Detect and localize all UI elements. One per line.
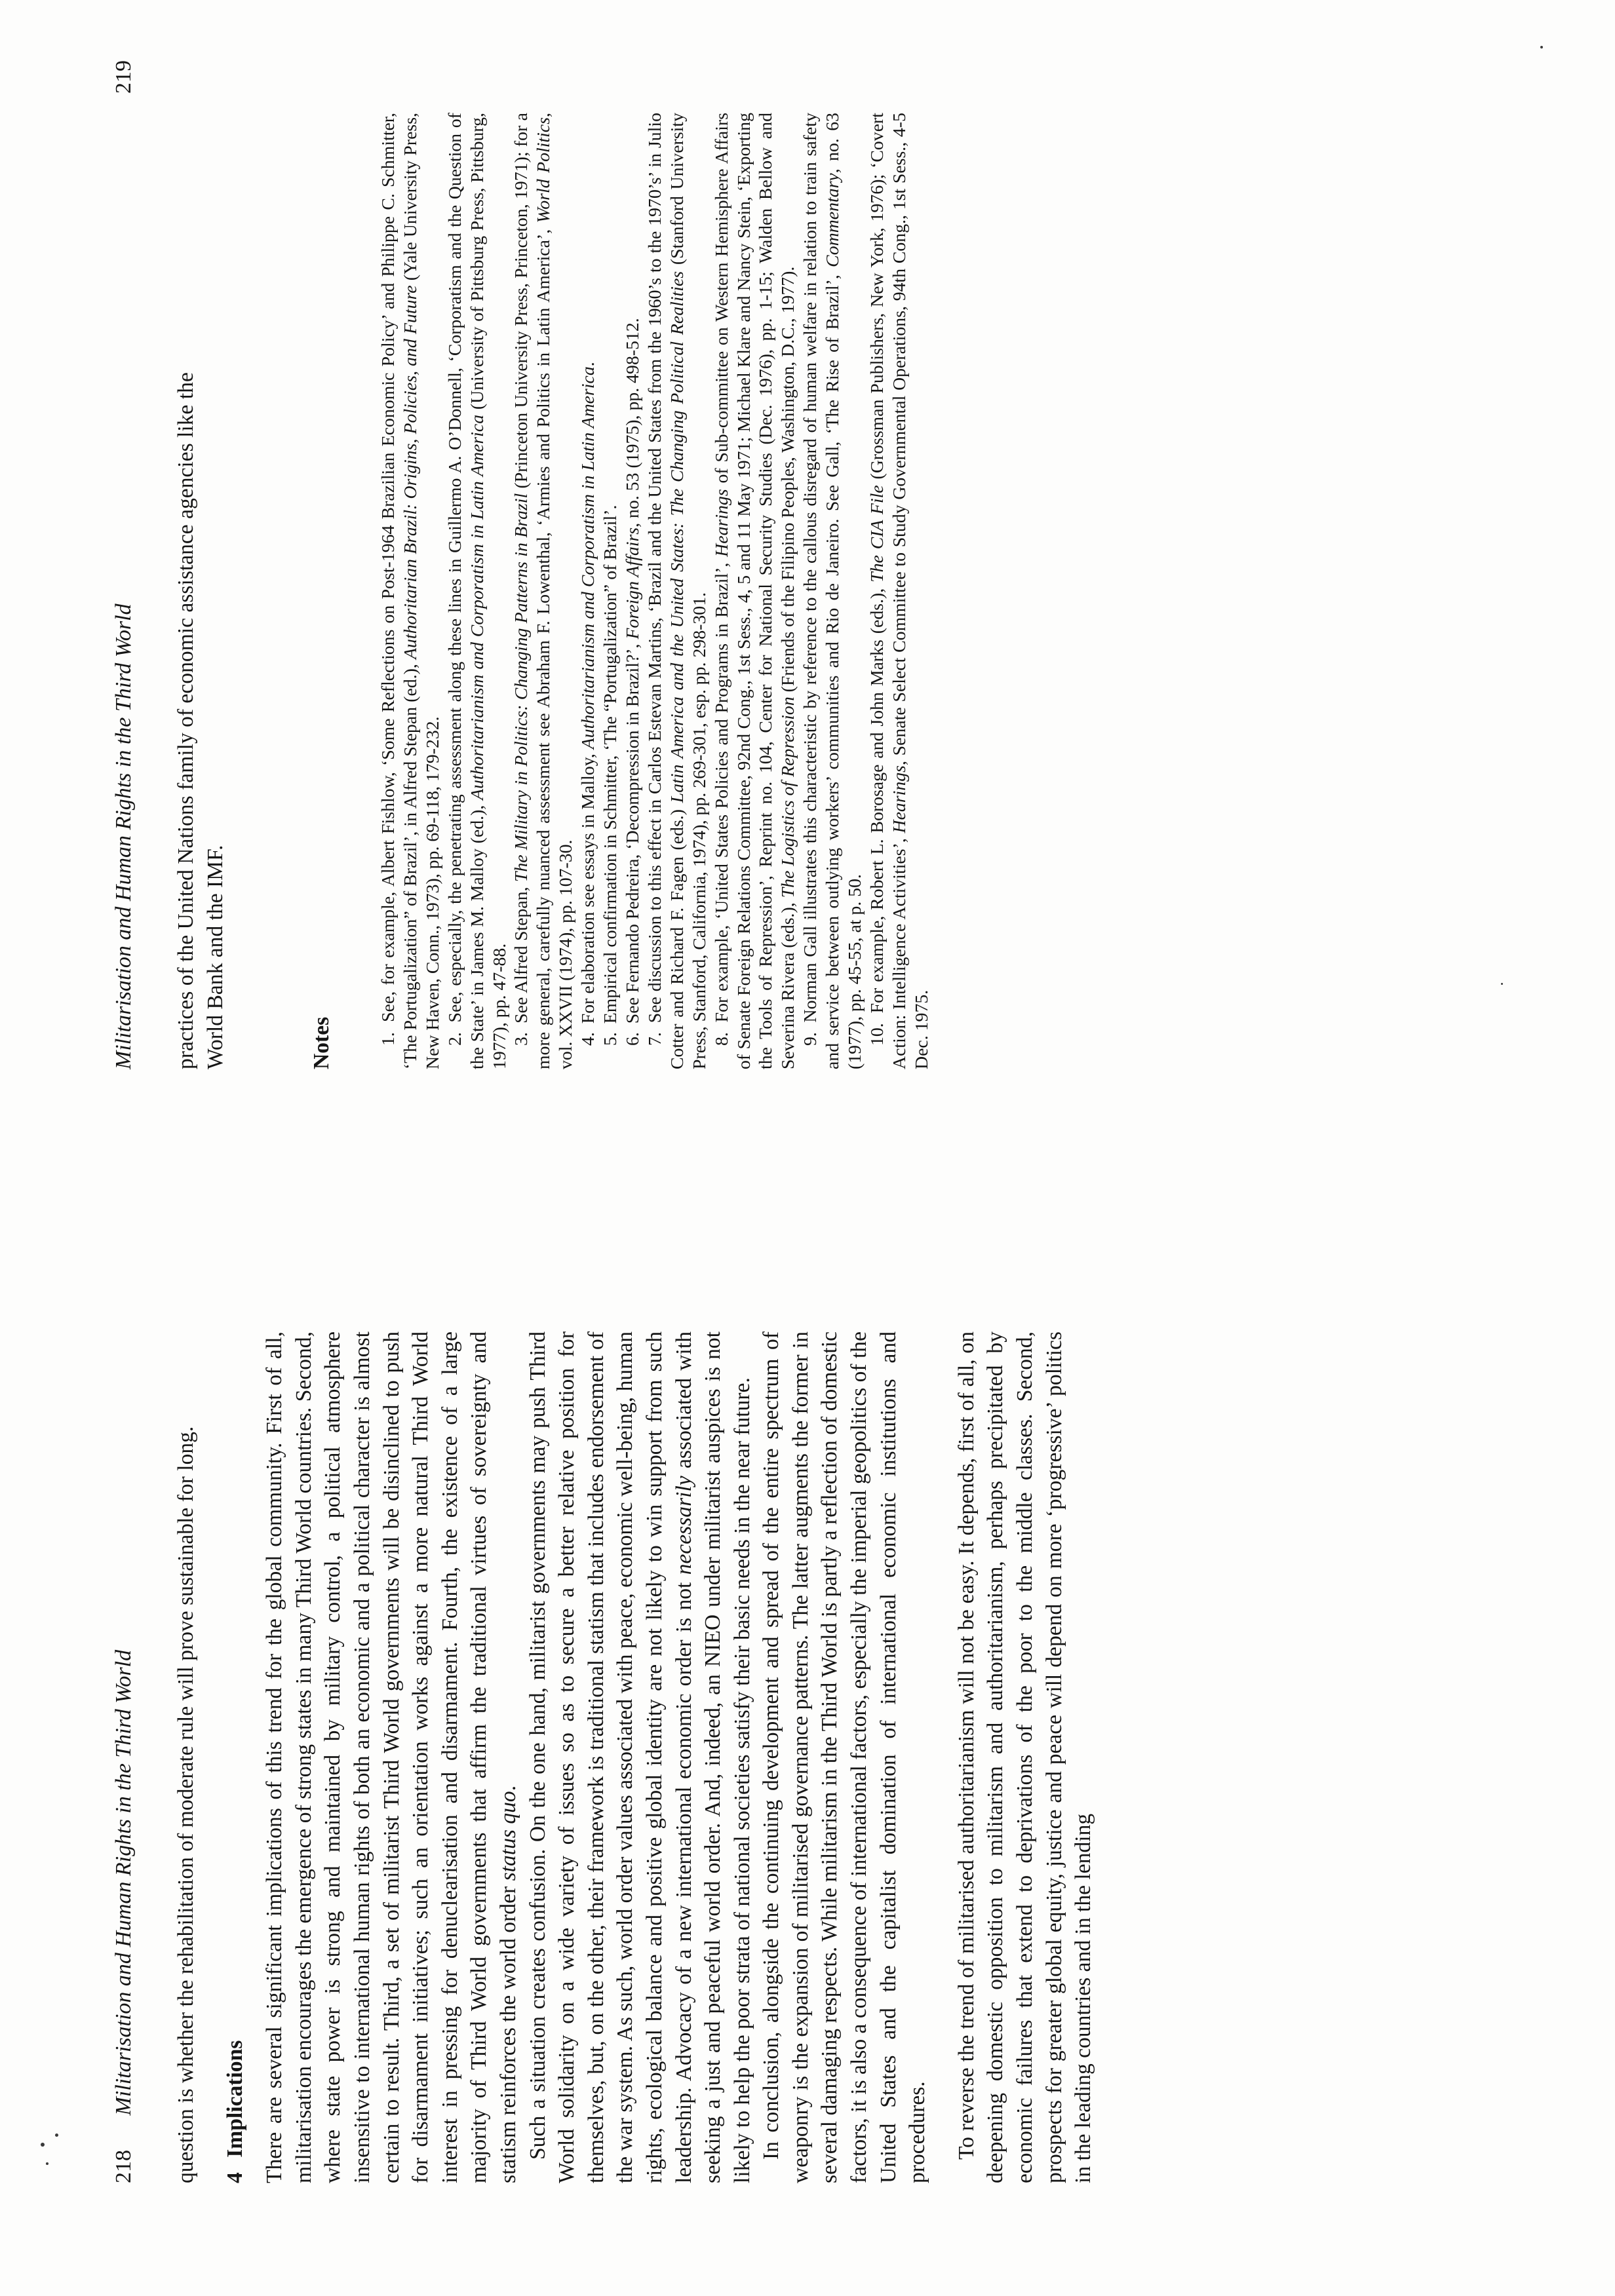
note-number: 5. — [600, 1032, 621, 1046]
note-8 — [711, 113, 800, 1069]
note-number: 10. — [866, 1023, 887, 1046]
section-number: 4 — [222, 2172, 247, 2183]
running-title: Militarisation and Human Rights in the Third World — [111, 1649, 136, 2116]
note-title-italic: Authoritarianism and Corporatism in Latin America — [578, 366, 599, 750]
note-7 — [644, 113, 711, 1069]
note-number: 3. — [511, 1032, 532, 1046]
running-title: Militarisation and Human Rights in the Third World — [111, 603, 136, 1069]
note-title-italic: Authoritarianism and Corporatism in Latin America — [467, 414, 488, 800]
note-text: See, for example, Albert Fishlow, ‘Some Reflections on Post-1964 Brazilian Economic Policy’ and Philippe C. Schmitter, ‘The Portugalization” of Brazil’, in Alfred Stepan (ed.), — [378, 113, 421, 1069]
page-218 — [0, 1148, 1615, 2296]
paragraph-text: . — [496, 1785, 520, 1791]
section-title: Implications — [222, 2040, 247, 2158]
note-9 — [800, 113, 866, 1069]
note-title-italic: The Logistics of Repression — [778, 697, 799, 898]
note-text: , vol. XXVII (1974), pp. 107-30. — [534, 113, 577, 1069]
right-body-text — [172, 316, 230, 1069]
note-title-italic: Foreign Affairs — [622, 527, 643, 640]
note-text: , no. 53 (1975), pp. 498-512. — [622, 318, 643, 527]
note-number: 4. — [578, 1032, 599, 1046]
note-text: See Alfred Stepan, — [511, 887, 532, 1024]
note-text: . — [578, 362, 599, 367]
paragraph-4: To reverse the trend of militarised authoritarianism will not be easy. It depends, first of all, on deepening domestic opposition to militarism and authoritarianism, perhaps precipitated by economic failures that extend to deprivations of the poor to the middle classes. Second, prospects for greater global equity, justice and peace will depend on more ‘progressive’ politics in the leading countries and in the lending — [954, 1331, 1096, 2183]
note-text: (Grossman Publishers, New York, 1976); ‘Covert Action: Intelligence Activities’, — [866, 112, 910, 1069]
page-number: 219 — [111, 60, 136, 94]
paragraph-text: There are several significant implications of this trend for the global community. First of all, militarisation encourages the emergence of strong states in many Third World countries. Second, where state power is strong and maintained by military control, a political atmosphere insensitive to international human rights of both an economic and a political character is almost certain to result. Third, a set of militarist Third World governments will be disinclined to push for disarmament initiatives; such an orientation works against a more natural Third World interest in pressing for denuclearisation and disarmament. Fourth, the existence of a large majority of Third World governments that affirm the traditional virtues of sovereignty and statism reinforces the world order — [262, 1331, 520, 2183]
note-text: of Sub-committee on Western Hemisphere Affairs of Senate Foreign Relations Committee, 92nd Cong., 1st Sess., 4, 5 and 11 May 1971; Michael Klare and Nancy Stein, ‘Exporting the Tools of Repression’, Reprint no. 104, Center for National Security Studies (Dec. 1976), pp. 1-15; Walden Bellow and Severina Rivera (eds.), — [711, 112, 799, 1069]
note-text: For example, Robert L. Borosage and John Marks (eds.), — [866, 588, 887, 1014]
note-text: , Senate Select Committee to Study Governmental Operations, 94th Cong., 1st Sess., 4-5 Dec. 1975. — [889, 113, 932, 1069]
note-text: (Yale University Press, New Haven, Conn., 1973), pp. 69-118, 179-232. — [400, 113, 443, 1069]
note-text: (Friends of the Filipino Peoples, Washington, D.C., 1977). — [778, 266, 799, 693]
paragraph-1 — [260, 1331, 523, 2183]
note-text: , no. 63 (1977), pp. 45-55, at p. 50. — [823, 112, 866, 1069]
note-3 — [511, 113, 577, 1069]
note-text: (Stanford University Press, Stanford, California, 1974), pp. 269-301, esp. pp. 298-301. — [667, 113, 710, 1069]
note-5 — [600, 113, 622, 1069]
paragraph-text: associated with seeking a just and peaceful world order. And, indeed, an NIEO under militarist auspices is not likely to help the poor strata of national societies satisfy their basic needs in the near future. — [671, 1331, 754, 2183]
note-text: (Princeton University Press, Princeton, 1971); for a more general, carefully nuanced assessment see Abraham F. Lowenthal, ‘Armies and Politics in Latin America’, — [511, 113, 555, 1069]
note-number: 7. — [644, 1032, 665, 1046]
running-header-left — [111, 1650, 136, 2183]
note-title-italic: The Military in Politics: Changing Patterns in Brazil — [511, 493, 532, 883]
note-number: 6. — [622, 1032, 643, 1046]
note-text: Empirical confirmation in Schmitter, ‘The “Portugalization” of Brazil’. — [600, 505, 621, 1024]
notes-list — [378, 113, 933, 1069]
page-number: 218 — [111, 2150, 136, 2183]
note-text: See discussion to this effect in Carlos Estevan Martins, ‘Brazil and the United States from the 1960’s to the 1970’s’ in Julio Cotter and Richard F. Fagen (eds.) — [644, 113, 688, 1069]
note-number: 9. — [800, 1032, 821, 1046]
note-title-italic: World Politics — [534, 117, 555, 223]
paragraph-text: Such a situation creates confusion. On the one hand, militarist governments may push Third World solidarity on a wide variety of issues so as to secure a better relative position for themselves, but, on the other, their framework is traditional statism that includes endorsement of the war system. As such, world order values associated with peace, economic well-being, human rights, ecological balance and positive global identity are not likely to win support from such leadership. Advocacy of a new international economic order is not — [525, 1331, 696, 2183]
opening-paragraph: question is whether the rehabilitation of moderate rule will prove sustainable for long. — [174, 1426, 198, 2183]
running-header-right — [111, 60, 136, 1069]
italic-term: necessarily — [671, 1476, 696, 1575]
note-text: See Fernando Pedreira, ‘Decompression in Brazil?’, — [622, 643, 643, 1024]
italic-term: status quo — [496, 1791, 520, 1881]
note-text: For example, ‘United States Policies and Programs in Brazil’, — [711, 562, 732, 1023]
note-title-italic: Commentary — [823, 173, 844, 267]
note-text: Norman Gall illustrates this characteristic by reference to the callous disregard of human welfare in relation to train safety and service between outlying workers’ communities and Rio de Janeiro. See Gall, ‘The Rise of Brazil’, — [800, 113, 844, 1069]
paragraph-3: In conclusion, alongside the continuing development and spread of the entire spectrum of weaponry is the expansion of militarised governance patterns. The latter augments the former in several damaging respects. While militarism in the Third World is partly a reflection of domestic factors, it is also a consequence of international factors, especially the imperial geopolitics of the United States and the capitalist domination of international economic institutions and procedures. — [759, 1331, 930, 2183]
note-title-italic: Hearings — [889, 765, 910, 833]
note-title-italic: Hearings — [711, 489, 732, 557]
note-1 — [378, 113, 444, 1069]
paragraph-2 — [524, 1331, 758, 2183]
opening-paragraph: practices of the United Nations family of economic assistance agencies like the World Bank and the IMF. — [174, 372, 227, 1069]
note-text: See, especially, the penetrating assessment along these lines in Guillermo A. O’Donnell, ‘Corporatism and the Question of the State’ in James M. Malloy (ed.), — [444, 113, 488, 1069]
note-number: 1. — [378, 1032, 399, 1046]
note-number: 8. — [711, 1032, 732, 1046]
section-heading — [221, 1331, 250, 2183]
note-title-italic: Authoritarian Brazil: Origins, Policies, and Future — [400, 285, 421, 659]
note-4 — [577, 113, 600, 1069]
note-title-italic: The CIA File — [866, 485, 887, 583]
note-title-italic: Latin America and the United States: The Changing Political Realities — [667, 271, 688, 803]
note-10 — [866, 113, 933, 1069]
note-text: For elaboration see essays in Malloy, — [578, 754, 599, 1024]
note-number: 2. — [444, 1032, 465, 1046]
note-2 — [444, 113, 511, 1069]
note-6 — [622, 113, 644, 1069]
note-text: (University of Pittsburg Press, Pittsburg, 1977), pp. 47-88. — [467, 112, 510, 1069]
left-body-text — [172, 1331, 1099, 2183]
notes-heading: Notes — [309, 1016, 334, 1069]
paragraph-gap — [933, 1331, 952, 2183]
